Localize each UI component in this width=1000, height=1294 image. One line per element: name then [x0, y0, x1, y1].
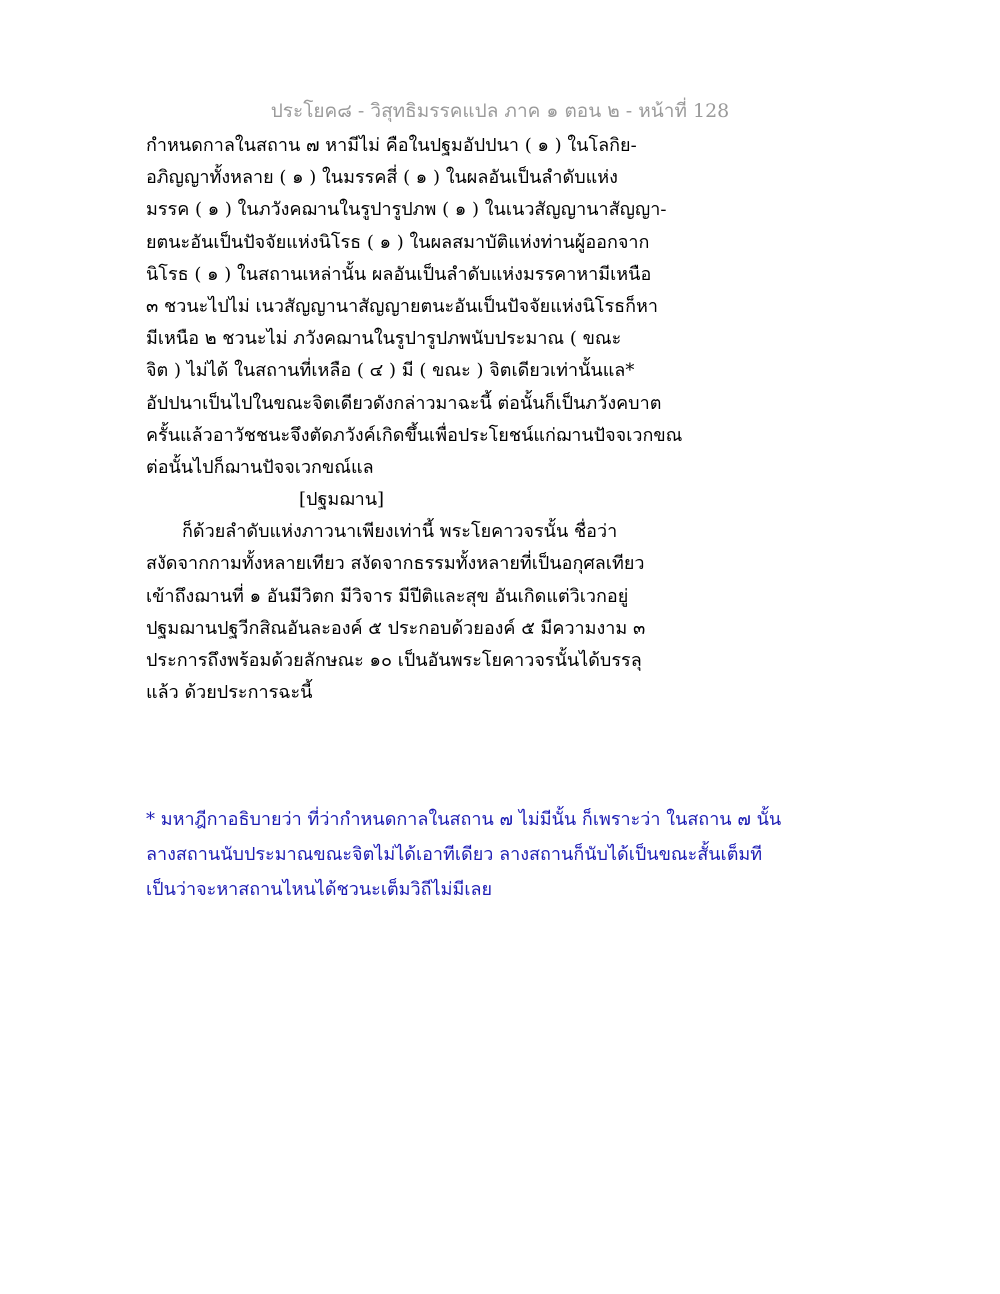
section-heading: [ปฐมฌาน] — [299, 489, 385, 511]
section-line: ก็ด้วยลำดับแห่งภาวนาเพียงเท่านี้ พระโยคาวจรนั้น ชื่อว่า — [182, 521, 618, 543]
body-line: กำหนดกาลในสถาน ๗ หามีไม่ คือในปฐมอัปปนา ( ๑ ) ในโลกิย- — [146, 135, 637, 156]
body-line: ต่อนั้นไปก็ฌานปัจจเวกขณ์แล — [146, 456, 374, 478]
section-line: สงัดจากกามทั้งหลายเทียว สงัดจากธรรมทั้งหลายที่เป็นอกุศลเทียว — [146, 553, 645, 575]
section-line: ประการถึงพร้อมด้วยลักษณะ ๑๐ เป็นอันพระโยคาวจรนั้นได้บรรลุ — [146, 650, 642, 671]
body-line: ครั้นแล้วอาวัชชนะจึงตัดภวังค์เกิดขึ้นเพื่อประโยชน์แก่ฌานปัจจเวกขณ — [146, 424, 683, 446]
body-line: ยตนะอันเป็นปัจจัยแห่งนิโรธ ( ๑ ) ในผลสมาบัติแห่งท่านผู้ออกจาก — [146, 231, 650, 253]
body-line: มรรค ( ๑ ) ในภวังคฌานในรูปารูปภพ ( ๑ ) ในเนวสัญญานาสัญญา- — [146, 199, 667, 221]
section-line: แล้ว ด้วยประการฉะนี้ — [146, 682, 313, 704]
body-line: จิต ) ไม่ได้ ในสถานที่เหลือ ( ๔ ) มี ( ขณะ ) จิตเดียวเท่านั้นแล* — [146, 360, 635, 382]
footnote-line: * มหาฎีกาอธิบายว่า ที่ว่ากำหนดกาลในสถาน ๗ ไม่มีนั้น ก็เพราะว่า ในสถาน ๗ นั้น — [146, 809, 782, 830]
section-line: ปฐมฌานปฐวีกสิณอันละองค์ ๕ ประกอบด้วยองค์ ๕ มีความงาม ๓ — [146, 617, 646, 639]
footnote-line: ลางสถานนับประมาณขณะจิตไม่ได้เอาทีเดียว ลางสถานก็นับได้เป็นขณะสั้นเต็มที — [146, 844, 763, 865]
body-line: ๓ ชวนะไปไม่ เนวสัญญานาสัญญายตนะอันเป็นปัจจัยแห่งนิโรธก็หา — [146, 295, 658, 317]
body-line: มีเหนือ ๒ ชวนะไม่ ภวังคฌานในรูปารูปภพนับประมาณ ( ขณะ — [146, 328, 622, 350]
section-line: เข้าถึงฌานที่ ๑ อันมีวิตก มีวิจาร มีปีติและสุข อันเกิดแต่วิเวกอยู่ — [146, 585, 629, 607]
main-text — [146, 130, 706, 709]
body-line: อภิญญาทั้งหลาย ( ๑ ) ในมรรคสี่ ( ๑ ) ในผลอันเป็นลำดับแห่ง — [146, 167, 618, 189]
body-line: อัปปนาเป็นไปในขณะจิตเดียวดังกล่าวมาฉะนี้ ต่อนั้นก็เป็นภวังคบาต — [146, 392, 662, 414]
body-line: นิโรธ ( ๑ ) ในสถานเหล่านั้น ผลอันเป็นลำดับแห่งมรรคาหามีเหนือ — [146, 263, 652, 285]
footnote — [146, 802, 846, 907]
footnote-line: เป็นว่าจะหาสถานไหนได้ชวนะเต็มวิถีไม่มีเลย — [146, 879, 493, 900]
page-header: ประโยค๘ - วิสุทธิมรรคแปล ภาค ๑ ตอน ๒ - หน้าที่ 128 — [270, 100, 730, 122]
